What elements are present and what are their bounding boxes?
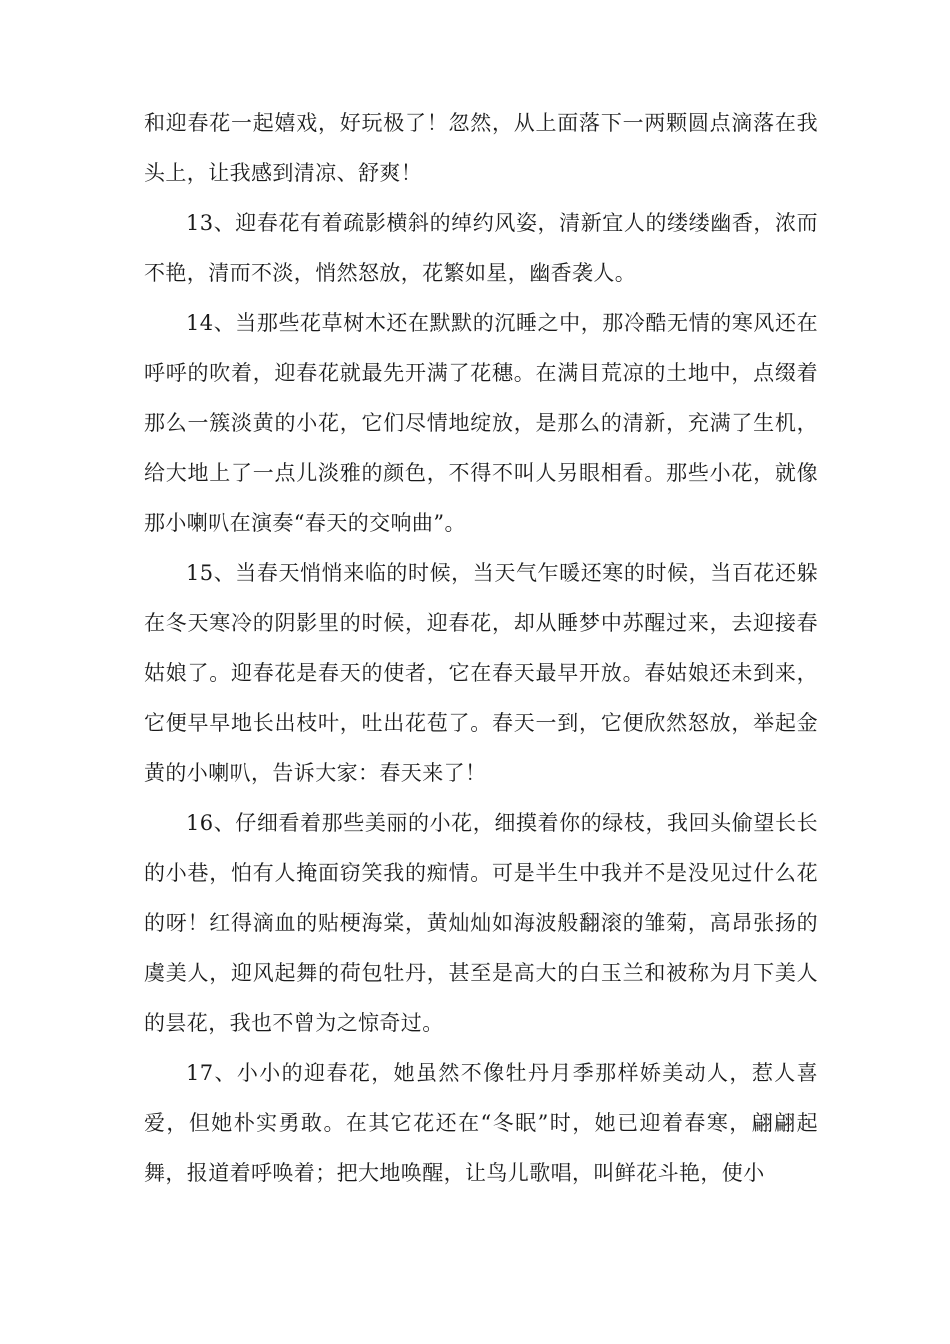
paragraph-continued: 和迎春花一起嬉戏，好玩极了！忽然，从上面落下一两颗圆点滴落在我头上，让我感到清凉、舒爽！ <box>144 111 818 185</box>
paragraph-16: 16、仔细看着那些美丽的小花，细摸着你的绿枝，我回头偷望长长的小巷，怕有人掩面窃笑我的痴情。可是半生中我并不是没见过什么花的呀！红得滴血的贴梗海棠，黄灿灿如海波般翻滚的雏菊，高昂张扬的虞美人，迎风起舞的荷包牡丹，甚至是高大的白玉兰和被称为月下美人的昙花，我也不曾为之惊奇过。 <box>144 811 818 1035</box>
paragraph-14: 14、当那些花草树木还在默默的沉睡之中，那冷酷无情的寒风还在呼呼的吹着，迎春花就最先开满了花穗。在满目荒凉的土地中，点缀着那么一簇淡黄的小花，它们尽情地绽放，是那么的清新，充满了生机，给大地上了一点儿淡雅的颜色，不得不叫人另眼相看。那些小花，就像那小喇叭在演奏“春天的交响曲”。 <box>144 311 818 535</box>
paragraph-17: 17、小小的迎春花，她虽然不像牡丹月季那样娇美动人，惹人喜爱，但她朴实勇敢。在其它花还在“冬眠”时，她已迎着春寒，翩翩起舞，报道着呼唤着；把大地唤醒，让鸟儿歌唱，叫鲜花斗艳，使小 <box>144 1061 818 1185</box>
document-body <box>144 98 818 1198</box>
paragraph-13: 13、迎春花有着疏影横斜的绰约风姿，清新宜人的缕缕幽香，浓而不艳，清而不淡，悄然怒放，花繁如星，幽香袭人。 <box>144 211 818 285</box>
paragraph-15: 15、当春天悄悄来临的时候，当天气乍暖还寒的时候，当百花还躲在冬天寒冷的阴影里的时候，迎春花，却从睡梦中苏醒过来，去迎接春姑娘了。迎春花是春天的使者，它在春天最早开放。春姑娘还未到来，它便早早地长出枝叶，吐出花苞了。春天一到，它便欣然怒放，举起金黄的小喇叭，告诉大家：春天来了！ <box>144 561 818 785</box>
